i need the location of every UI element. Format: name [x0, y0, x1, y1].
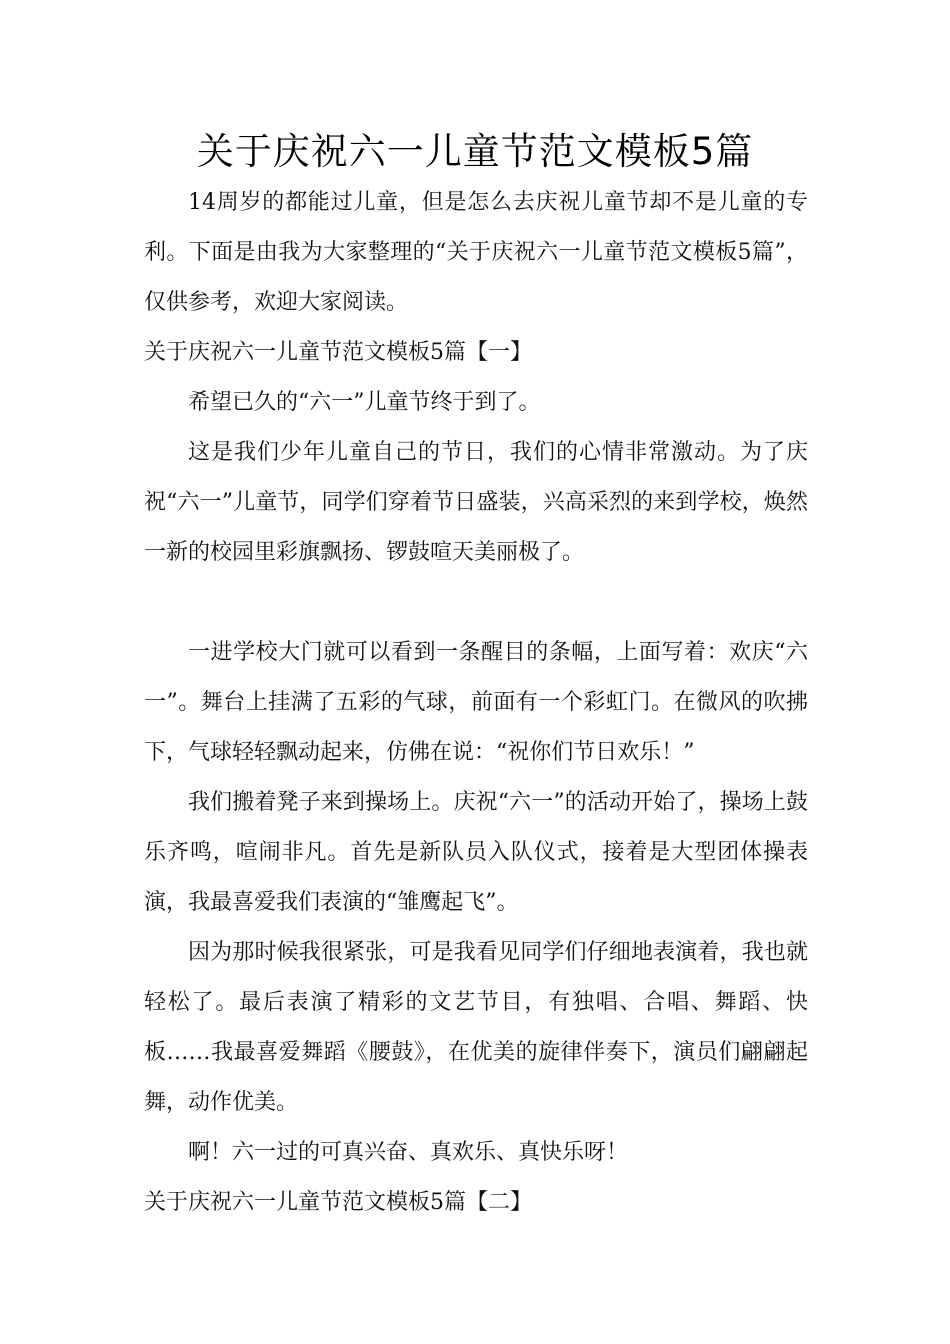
body-paragraph: 希望已久的“六一”儿童节终于到了。: [188, 390, 541, 415]
body-paragraph: 因为那时候我很紧张，可是我看见同学们仔细地表演着，我也就轻松了。最后表演了精彩的文艺节目，有独唱、合唱、舞蹈、快板……我最喜爱舞蹈《腰鼓》，在优美的旋律伴奏下，演员们翩翩起舞，动作优美。: [144, 940, 808, 1115]
body-paragraph: 啊！六一过的可真兴奋、真欢乐、真快乐呀！: [188, 1140, 629, 1165]
body-paragraph: 我们搬着凳子来到操场上。庆祝“六一”的活动开始了，操场上鼓乐齐鸣，喧闹非凡。首先是新队员入队仪式，接着是大型团体操表演，我最喜爱我们表演的“雏鹰起飞”。: [144, 790, 808, 915]
document-title: 关于庆祝六一儿童节范文模板5篇: [196, 130, 754, 173]
blank-line: [144, 578, 808, 628]
body-paragraph: 这是我们少年儿童自己的节日，我们的心情非常激动。为了庆祝“六一”儿童节，同学们穿着节日盛装，兴高采烈的来到学校，焕然一新的校园里彩旗飘扬、锣鼓喧天美丽极了。: [144, 440, 808, 565]
body-paragraph: 一进学校大门就可以看到一条醒目的条幅，上面写着：欢庆“六一”。舞台上挂满了五彩的气球，前面有一个彩虹门。在微风的吹拂下，气球轻轻飘动起来，仿佛在说：“祝你们节日欢乐！”: [144, 640, 808, 765]
section-heading-1: 关于庆祝六一儿童节范文模板5篇【一】: [144, 340, 532, 365]
document-body: [144, 178, 808, 1228]
intro-paragraph: 14周岁的都能过儿童，但是怎么去庆祝儿童节却不是儿童的专利。下面是由我为大家整理的“关于庆祝六一儿童节范文模板5篇”，仅供参考，欢迎大家阅读。: [144, 190, 808, 315]
section-heading-2: 关于庆祝六一儿童节范文模板5篇【二】: [144, 1190, 532, 1215]
